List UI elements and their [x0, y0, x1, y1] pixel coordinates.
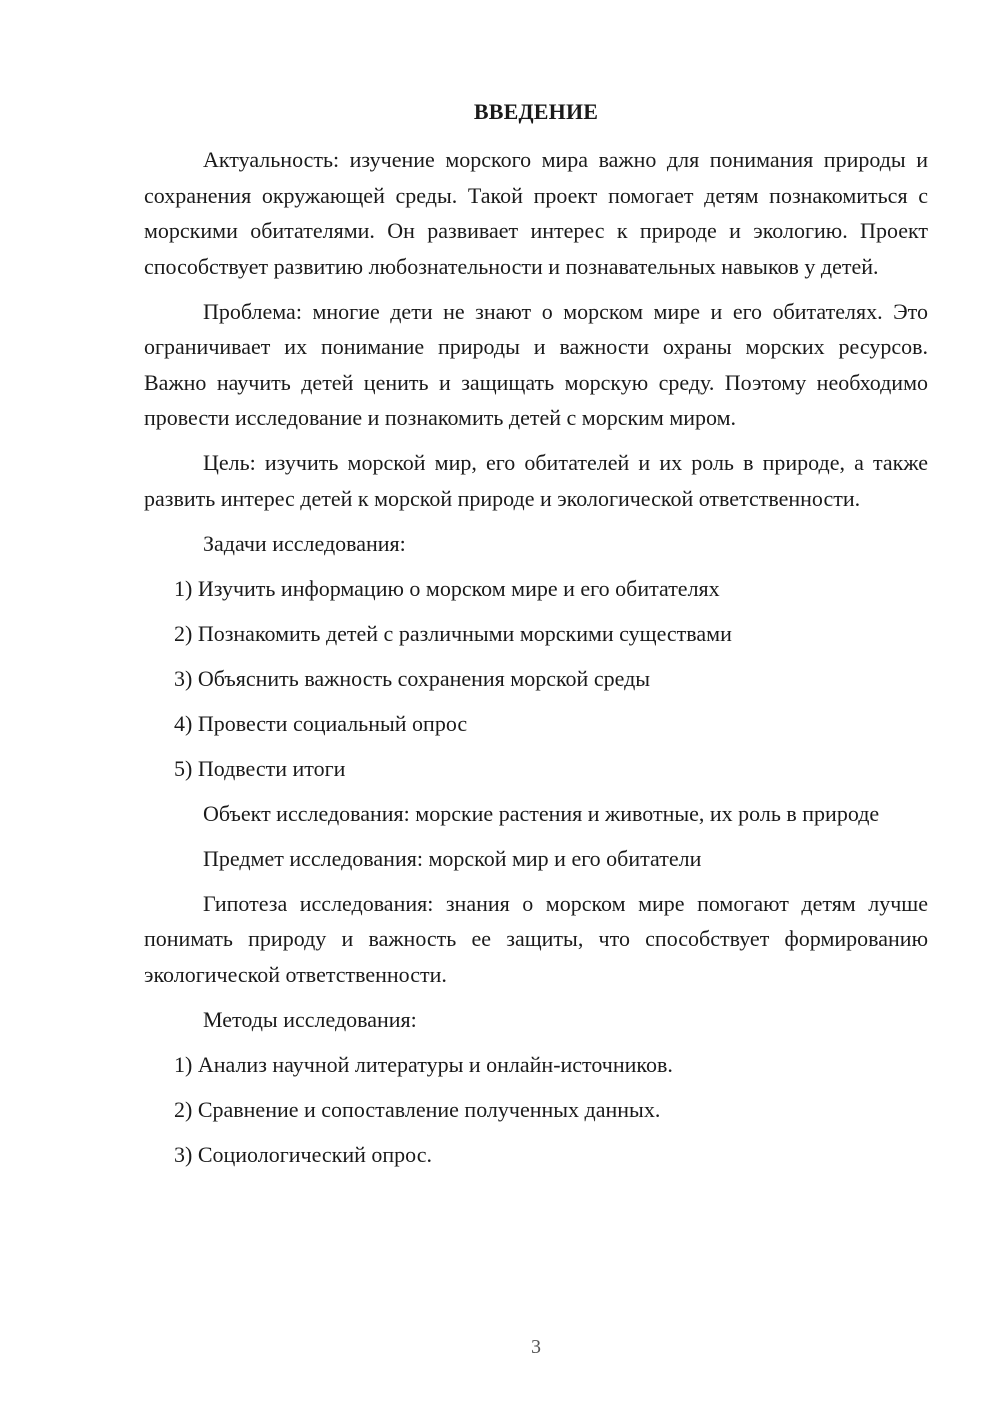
method-item: 2) Сравнение и сопоставление полученных данных.: [174, 1096, 661, 1122]
page-number: 3: [531, 1336, 541, 1358]
document-body: [144, 142, 928, 1182]
page-title: ВВЕДЕНИЕ: [473, 99, 599, 124]
task-item: 4) Провести социальный опрос: [174, 710, 468, 736]
goal-paragraph: Цель: изучить морской мир, его обитателей и их роль в природе, а также развить интерес детей к морской природе и экологической ответственности.: [144, 450, 928, 511]
object-paragraph: Объект исследования: морские растения и животные, их роль в природе: [203, 800, 880, 826]
task-item: 2) Познакомить детей с различными морскими существами: [174, 620, 732, 646]
task-item: 1) Изучить информацию о морском мире и его обитателях: [174, 575, 720, 601]
tasks-heading: Задачи исследования:: [203, 530, 406, 556]
method-item: 3) Социологический опрос.: [174, 1141, 432, 1167]
task-item: 5) Подвести итоги: [174, 755, 346, 781]
subject-paragraph: Предмет исследования: морской мир и его обитатели: [203, 845, 702, 871]
relevance-paragraph: Актуальность: изучение морского мира важно для понимания природы и сохранения окружающей среды. Такой проект помогает детям познакомиться с морскими обитателями. Он развивает интерес к природе и экологию. Проект способствует развитию любознательности и познавательных навыков у детей.: [144, 147, 928, 279]
problem-paragraph: Проблема: многие дети не знают о морском мире и его обитателях. Это ограничивает их понимание природы и важности охраны морских ресурсов. Важно научить детей ценить и защищать морскую среду. Поэтому необходимо провести исследование и познакомить детей с морским миром.: [144, 298, 928, 430]
document-page: [144, 0, 928, 1414]
method-item: 1) Анализ научной литературы и онлайн-источников.: [174, 1051, 673, 1077]
task-item: 3) Объяснить важность сохранения морской среды: [174, 665, 651, 691]
hypothesis-paragraph: Гипотеза исследования: знания о морском мире помогают детям лучше понимать природу и важность ее защиты, что способствует формированию экологической ответственности.: [144, 890, 928, 987]
methods-heading: Методы исследования:: [203, 1006, 417, 1032]
